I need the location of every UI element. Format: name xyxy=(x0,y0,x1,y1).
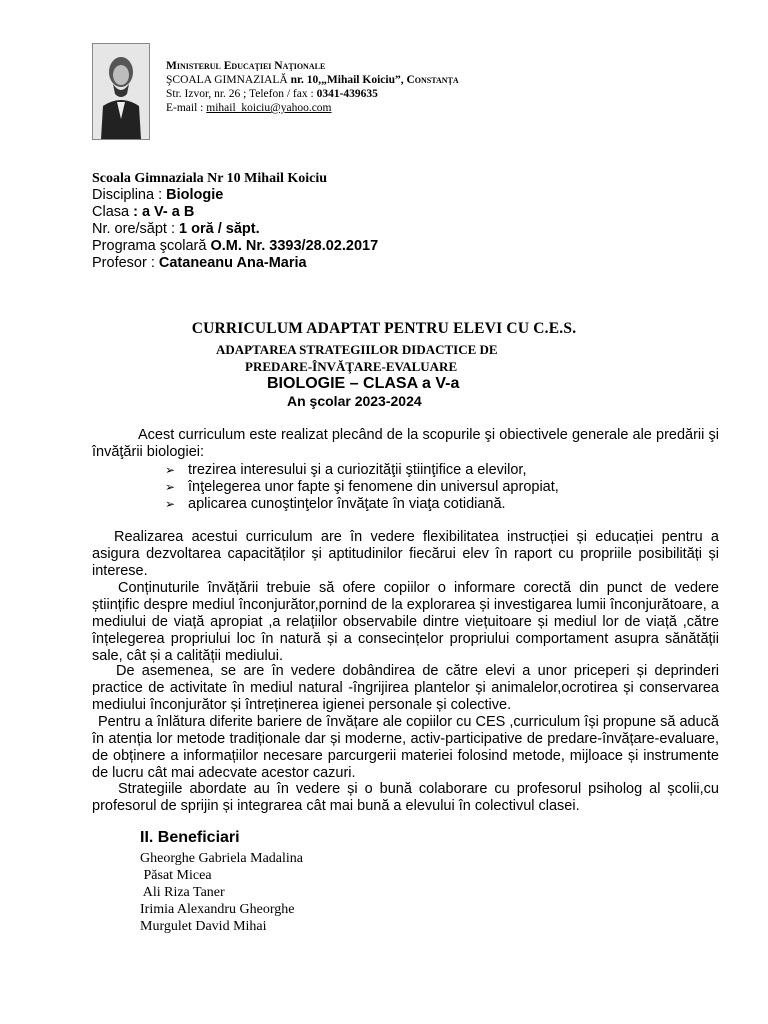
address-text: Str. Izvor, nr. 26 ; Telefon / fax : xyxy=(166,88,317,100)
objective-text: înţelegerea unor fapte şi fenomene din universul apropiat, xyxy=(188,479,559,495)
discipline-label: Disciplina : xyxy=(92,187,167,203)
list-item: Gheorghe Gabriela Madalina xyxy=(140,851,304,866)
list-item: Ali Riza Taner xyxy=(140,885,225,900)
program-row xyxy=(92,238,378,255)
founder-portrait-image xyxy=(92,43,150,140)
teacher-label: Profesor : xyxy=(92,255,159,271)
class-label: Clasa xyxy=(92,204,134,220)
teacher-row xyxy=(92,255,378,272)
paragraph-flexibility: Realizarea acestui curriculum are în vedere flexibilitatea instrucției și educației pentru a asigura dezvoltarea capacităților și aptitudinilor fiecărui elev în raport cu propriile posibilități și interese. xyxy=(92,529,719,579)
program-label: Programa şcolară xyxy=(92,238,211,254)
email-label: E-mail : xyxy=(166,102,207,114)
list-item xyxy=(165,479,559,496)
list-item xyxy=(165,462,559,479)
subtitle-line-2: PREDARE-ÎNVĂŢARE-EVALUARE xyxy=(245,359,458,374)
paragraph-strategies: Strategiile abordate au în vedere și o bună colaborare cu profesorul psiholog al școlii,cu profesorul de sprijin și integrarea cât mai bună a elevului în colectivul clasei. xyxy=(92,781,719,814)
letterhead xyxy=(166,59,459,115)
beneficiaries-heading: II. Beneficiari xyxy=(140,829,240,846)
school-name: Scoala Gimnaziala Nr 10 Mihail Koiciu xyxy=(92,171,328,186)
school-type: ŞCOALA GIMNAZIALĂ xyxy=(166,74,288,86)
list-item: Păsat Micea xyxy=(140,868,212,883)
paragraph-skills: De asemenea, se are în vedere dobândirea de către elevi a unor priceperi și deprinderi practice de activitate în mediul natural -îngrijirea plantelor și animalelor,ocrotirea și conservarea mediului înconjurător și întreținerea igienei personale și colective. xyxy=(92,663,719,713)
arrow-bullet-icon: ➢ xyxy=(165,480,176,494)
beneficiaries-list xyxy=(140,850,303,935)
school-number-name: nr. 10,„Mihail Koiciu”, xyxy=(287,74,404,86)
email-link[interactable]: mihail_koiciu@yahoo.com xyxy=(206,102,332,114)
hours-row xyxy=(92,221,378,238)
hours-label: Nr. ore/săpt : xyxy=(92,221,180,237)
arrow-bullet-icon: ➢ xyxy=(165,497,176,511)
paragraph-barriers: Pentru a înlătura diferite bariere de învățare ale copiilor cu CES ,curriculum își propune să aducă în atenția lor metode tradiționale dar și moderne, activ-participative de predare-învățare-evaluare, de obținere a informațiilor necesare parcurgerii materiei folosind metode, mijloace și instrumente de lucru cât mai adecvate acestor cazuri. xyxy=(92,714,719,781)
teacher-value: Cataneanu Ana-Maria xyxy=(158,255,307,271)
course-info xyxy=(92,170,378,272)
objective-text: aplicarea cunoştinţelor învăţate în viaţa cotidiană. xyxy=(188,496,506,512)
list-item xyxy=(165,496,559,513)
program-value: O.M. Nr. 3393/28.02.2017 xyxy=(210,238,379,254)
email-line xyxy=(166,101,459,115)
document-title: CURRICULUM ADAPTAT PENTRU ELEVI CU C.E.S. xyxy=(191,320,577,337)
class-value: : a V- a B xyxy=(133,204,195,220)
intro-paragraph: Acest curriculum este realizat plecând de la scopurile şi obiectivele generale ale predării şi învăţării biologiei: xyxy=(92,427,719,460)
document-subtitle xyxy=(216,341,498,375)
list-item: Murgulet David Mihai xyxy=(140,919,267,934)
discipline-value: Biologie xyxy=(166,187,224,203)
list-item: Irimia Alexandru Gheorghe xyxy=(140,902,295,917)
phone-number: 0341-439635 xyxy=(316,88,378,100)
hours-value: 1 oră / săpt. xyxy=(179,221,260,237)
paragraph-contents: Conținuturile învățării trebuie să ofere copiilor o informare corectă din punct de vedere științific despre mediul înconjurător,pornind de la explorarea și investigarea lumii înconjurătoare, a mediului de viață apropiat ,a relațiilor observabile dintre viețuitoare și mediul lor de viață ,către înțelegerea propriului loc în natură și a consecințelor propriului comportament asupra sănătății sale, cât și a calității mediului. xyxy=(92,580,719,664)
subtitle-line-1: ADAPTAREA STRATEGIILOR DIDACTICE DE xyxy=(216,342,498,357)
discipline-row xyxy=(92,187,378,204)
objectives-list xyxy=(165,462,559,513)
subject-heading: BIOLOGIE – CLASA a V-a xyxy=(267,375,460,392)
ministry-name: Ministerul Educaţiei Naţionale xyxy=(166,60,326,72)
school-line xyxy=(166,73,459,87)
arrow-bullet-icon: ➢ xyxy=(165,463,176,477)
objective-text: trezirea interesului şi a curiozităţii ştiinţifice a elevilor, xyxy=(188,462,527,478)
class-row xyxy=(92,204,378,221)
school-city: Constanţa xyxy=(403,74,459,86)
school-year: An şcolar 2023-2024 xyxy=(287,393,422,409)
address-line xyxy=(166,87,459,101)
